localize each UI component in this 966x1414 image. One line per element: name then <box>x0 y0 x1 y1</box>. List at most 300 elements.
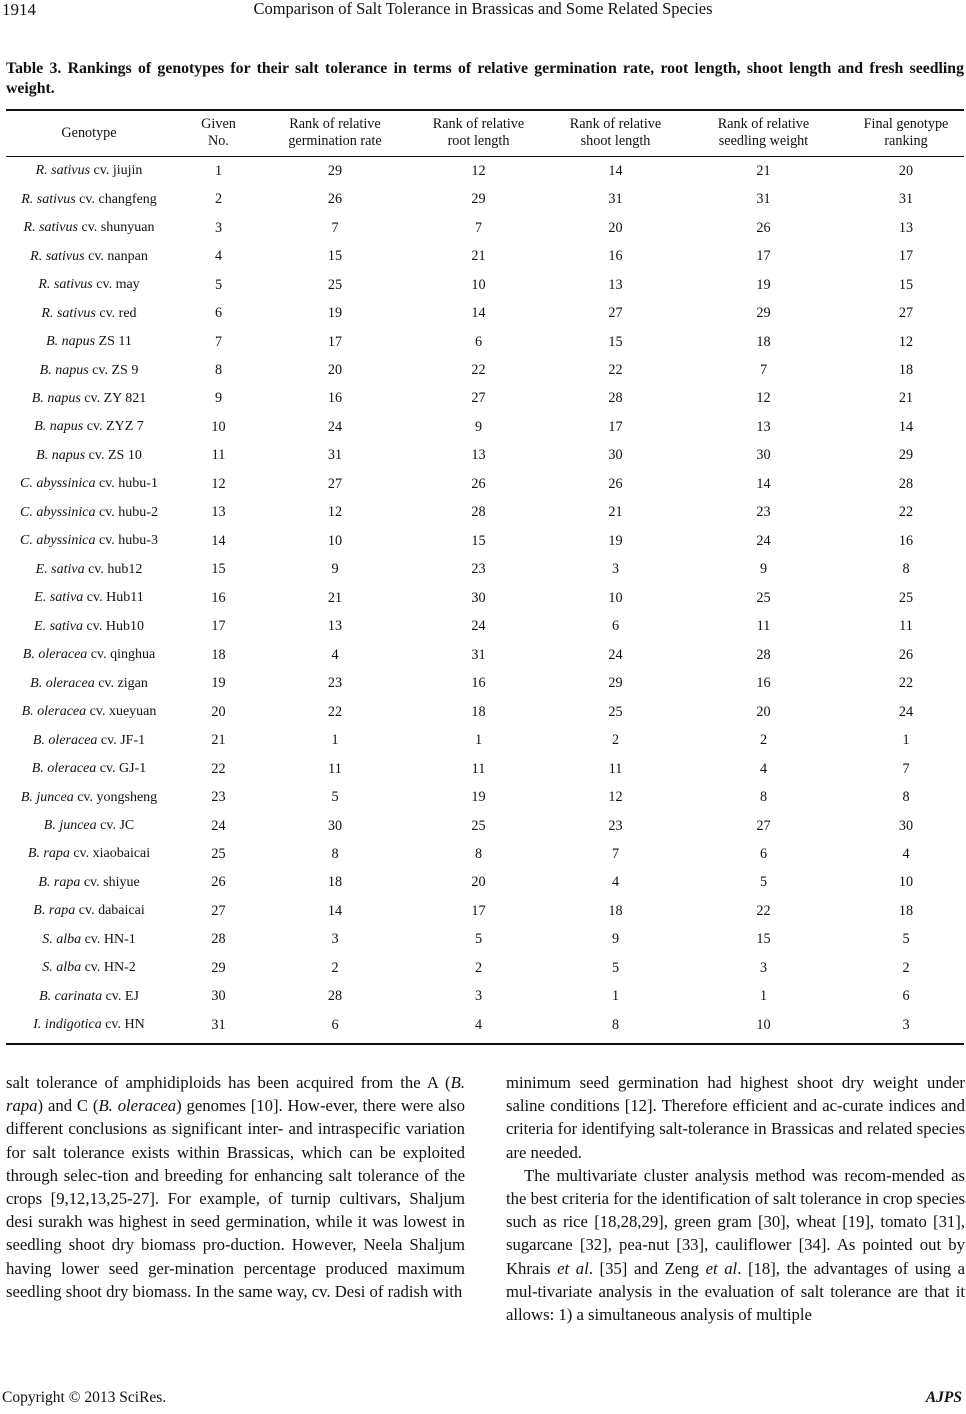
species-name: B. napus <box>36 447 86 463</box>
rank-cell: 15 <box>608 333 623 350</box>
table-row <box>6 698 964 726</box>
genotype-cell <box>6 840 172 868</box>
column-header-line: seedling weight <box>718 133 809 149</box>
cultivar-name: cv. ZS 9 <box>88 362 139 378</box>
given-no-cell: 7 <box>214 333 223 350</box>
rank-cell: 20 <box>756 703 771 720</box>
cultivar-name: cv. hubu-2 <box>95 504 158 520</box>
given-no-cell: 29 <box>211 959 226 976</box>
rank-cell: 2 <box>611 732 620 749</box>
table-row <box>6 556 964 584</box>
rank-cell: 3 <box>611 561 620 578</box>
rank-cell: 12 <box>608 789 623 806</box>
table-row <box>6 926 964 954</box>
given-no-cell: 18 <box>211 646 226 663</box>
species-name: B. oleracea <box>32 732 98 748</box>
rankings-table <box>6 110 964 1040</box>
table-row <box>6 641 964 669</box>
table-row <box>6 983 964 1011</box>
rank-cell: 31 <box>756 191 771 208</box>
rank-cell: 6 <box>902 988 910 1005</box>
rank-cell: 24 <box>898 703 914 720</box>
given-no-cell: 24 <box>211 817 226 834</box>
rank-cell: 19 <box>471 789 486 806</box>
species-name: R. sativus <box>41 305 96 321</box>
rank-cell: 22 <box>898 675 914 692</box>
rank-cell: 20 <box>608 219 623 236</box>
rank-cell: 13 <box>327 618 343 635</box>
species-name: R. sativus <box>30 248 85 264</box>
rank-cell: 19 <box>608 532 623 549</box>
genotype-cell <box>6 954 172 982</box>
rank-cell: 6 <box>759 845 768 862</box>
rank-cell: 15 <box>471 532 486 549</box>
rank-cell: 16 <box>471 675 486 692</box>
table-row <box>6 584 964 612</box>
rank-cell: 28 <box>756 646 771 663</box>
genotype-cell <box>6 328 172 356</box>
rank-cell: 17 <box>327 333 343 350</box>
rank-cell: 10 <box>608 589 623 606</box>
genotype-cell <box>6 669 172 697</box>
rank-cell: 25 <box>471 817 486 834</box>
species-name: E. sativa <box>35 561 85 577</box>
body-left-column <box>6 1071 465 1303</box>
rank-cell: 10 <box>898 874 914 891</box>
rank-cell: 4 <box>331 646 339 663</box>
column-header-line: Final genotype <box>863 116 949 132</box>
species-name: B. oleracea <box>31 761 97 777</box>
table-row <box>6 242 964 270</box>
rank-cell: 20 <box>471 874 486 891</box>
italic-text: B. rapa <box>6 1073 465 1116</box>
given-no-cell: 12 <box>211 475 226 492</box>
table-row <box>6 613 964 641</box>
rank-cell: 23 <box>471 561 486 578</box>
column-header <box>6 110 172 157</box>
species-name: R. sativus <box>35 163 91 179</box>
species-name: C. abyssinica <box>20 504 96 520</box>
rank-cell: 3 <box>759 959 768 976</box>
given-no-cell: 22 <box>211 760 226 777</box>
rank-cell: 27 <box>756 817 771 834</box>
rank-cell: 7 <box>759 362 768 379</box>
genotype-cell <box>6 242 172 270</box>
text-run: The multivariate cluster analysis method was recom-mended as the best criteria for the identification of salt tolerance in crop species such as rice [18,28,29], green gram [30], wheat [19], tomato [31], sugarcane [32], pea-nut [33], cauliflower [34]. As pointed out by Khrais <box>506 1165 965 1278</box>
cultivar-name: cv. HN-2 <box>81 960 136 976</box>
species-name: B. rapa <box>33 903 76 919</box>
genotype-cell <box>6 527 172 555</box>
rank-cell: 28 <box>608 390 623 407</box>
rank-cell: 18 <box>898 362 914 379</box>
given-no-cell: 20 <box>211 703 226 720</box>
genotype-cell <box>6 413 172 441</box>
column-header <box>265 110 405 157</box>
rank-cell: 21 <box>608 504 623 521</box>
rank-cell: 9 <box>759 561 768 578</box>
genotype-cell <box>6 926 172 954</box>
given-no-cell: 9 <box>214 390 223 407</box>
rank-cell: 11 <box>471 760 486 777</box>
italic-text: B. oleracea <box>98 1096 177 1116</box>
rank-cell: 28 <box>471 504 486 521</box>
table-row <box>6 299 964 327</box>
genotype-cell <box>6 442 172 470</box>
rank-cell: 12 <box>327 504 343 521</box>
table-row <box>6 669 964 697</box>
table-bottom-rule <box>6 1043 964 1045</box>
running-title: Comparison of Salt Tolerance in Brassicas and Some Related Species <box>253 0 713 18</box>
table-row <box>6 954 964 982</box>
rank-cell: 22 <box>608 362 623 379</box>
table-row <box>6 897 964 925</box>
rank-cell: 23 <box>608 817 623 834</box>
rank-cell: 4 <box>611 874 620 891</box>
rank-cell: 17 <box>471 902 486 919</box>
cultivar-name: cv. HN-1 <box>81 931 136 947</box>
rank-cell: 6 <box>611 618 620 635</box>
given-no-cell: 4 <box>214 248 223 265</box>
cultivar-name: cv. xiaobaicai <box>69 846 151 862</box>
rank-cell: 12 <box>471 162 486 179</box>
cultivar-name: cv. dabaicai <box>75 903 145 919</box>
rank-cell: 30 <box>608 447 623 464</box>
rank-cell: 16 <box>898 532 914 549</box>
species-name: B. napus <box>46 334 96 350</box>
genotype-cell <box>6 185 172 213</box>
rank-cell: 11 <box>899 618 913 635</box>
table-row <box>6 356 964 384</box>
genotype-cell <box>6 584 172 612</box>
species-name: E. sativa <box>34 618 84 634</box>
genotype-cell <box>6 157 172 186</box>
rank-cell: 23 <box>327 675 343 692</box>
species-name: R. sativus <box>23 220 78 236</box>
rank-cell: 28 <box>327 988 343 1005</box>
species-name: S. alba <box>42 960 82 976</box>
rank-cell: 14 <box>756 475 771 492</box>
rank-cell: 14 <box>898 418 914 435</box>
cultivar-name: cv. qinghua <box>87 647 156 663</box>
rank-cell: 21 <box>471 248 486 265</box>
given-no-cell: 25 <box>211 845 226 862</box>
table-row <box>6 840 964 868</box>
rank-cell: 18 <box>756 333 771 350</box>
rank-cell: 13 <box>608 276 623 293</box>
rank-cell: 29 <box>608 675 623 692</box>
cultivar-name: cv. shunyuan <box>77 220 155 236</box>
rank-cell: 22 <box>471 362 486 379</box>
table-row <box>6 869 964 897</box>
rank-cell: 18 <box>608 902 623 919</box>
rank-cell: 15 <box>898 276 914 293</box>
column-header <box>172 110 265 157</box>
rank-cell: 7 <box>611 845 620 862</box>
cultivar-name: cv. may <box>92 277 140 293</box>
genotype-cell <box>6 641 172 669</box>
rank-cell: 2 <box>474 959 483 976</box>
text-run: . [18], the advantages of using a mul-tivariate analysis in the evaluation of salt tolerance are that it allows: 1) a simultaneous analysis of multiple <box>506 1258 966 1325</box>
genotype-cell <box>6 897 172 925</box>
table-row <box>6 812 964 840</box>
table-header-row <box>6 110 964 157</box>
rank-cell: 12 <box>756 390 771 407</box>
table-caption: Table 3. Rankings of genotypes for their salt tolerance in terms of relative germination rate, root length, shoot length and fresh seedling weight. <box>6 60 964 97</box>
genotype-cell <box>6 698 172 726</box>
rank-cell: 18 <box>471 703 486 720</box>
given-no-cell: 11 <box>211 447 226 464</box>
table-row <box>6 726 964 754</box>
rank-cell: 9 <box>331 561 339 578</box>
column-header-line: No. <box>208 133 229 149</box>
rank-cell: 8 <box>474 845 483 862</box>
rank-cell: 30 <box>471 589 486 606</box>
rank-cell: 19 <box>327 305 343 322</box>
table-row <box>6 413 964 441</box>
rank-cell: 5 <box>331 789 339 806</box>
rank-cell: 30 <box>898 817 914 834</box>
rank-cell: 15 <box>756 931 771 948</box>
rank-cell: 3 <box>474 988 483 1005</box>
table-row <box>6 271 964 299</box>
rank-cell: 26 <box>471 475 486 492</box>
column-header-line: root length <box>447 133 510 149</box>
table-row <box>6 157 964 186</box>
rank-cell: 2 <box>331 959 339 976</box>
table-row <box>6 214 964 242</box>
table-body <box>6 157 964 1040</box>
table-row <box>6 185 964 213</box>
rank-cell: 29 <box>756 305 771 322</box>
rank-cell: 24 <box>608 646 623 663</box>
journal-footer: AJPS <box>925 1389 962 1406</box>
cultivar-name: cv. Hub11 <box>83 590 144 606</box>
given-no-cell: 13 <box>211 504 226 521</box>
cultivar-name: cv. hubu-3 <box>95 533 158 549</box>
given-no-cell: 30 <box>211 988 226 1005</box>
cultivar-name: cv. Hub10 <box>83 618 144 634</box>
table-row <box>6 755 964 783</box>
given-no-cell: 6 <box>214 305 223 322</box>
genotype-cell <box>6 869 172 897</box>
genotype-cell <box>6 613 172 641</box>
genotype-cell <box>6 1011 172 1039</box>
copyright-footer: Copyright © 2013 SciRes. <box>2 1389 167 1406</box>
rank-cell: 30 <box>756 447 771 464</box>
genotype-cell <box>6 812 172 840</box>
rank-cell: 1 <box>474 732 483 749</box>
table-row <box>6 442 964 470</box>
rank-cell: 2 <box>759 732 768 749</box>
genotype-cell <box>6 385 172 413</box>
cultivar-name: cv. xueyuan <box>86 704 157 720</box>
rank-cell: 27 <box>471 390 486 407</box>
genotype-cell <box>6 356 172 384</box>
genotype-cell <box>6 556 172 584</box>
species-name: I. indigotica <box>33 1017 102 1033</box>
rank-cell: 7 <box>331 219 339 236</box>
rank-cell: 14 <box>608 162 623 179</box>
rank-cell: 25 <box>898 589 914 606</box>
rank-cell: 18 <box>327 874 343 891</box>
species-name: B. napus <box>31 390 81 406</box>
rank-cell: 1 <box>759 988 768 1005</box>
given-no-cell: 26 <box>211 874 226 891</box>
table-row <box>6 470 964 498</box>
rank-cell: 29 <box>898 447 914 464</box>
rank-cell: 30 <box>327 817 343 834</box>
rank-cell: 9 <box>611 931 620 948</box>
given-no-cell: 17 <box>211 618 226 635</box>
rank-cell: 25 <box>756 589 771 606</box>
species-name: B. rapa <box>27 846 70 862</box>
rank-cell: 16 <box>608 248 623 265</box>
species-name: B. juncea <box>20 789 74 805</box>
rank-cell: 28 <box>898 475 914 492</box>
species-name: B. oleracea <box>30 675 95 691</box>
species-name: B. rapa <box>38 874 81 890</box>
table-row <box>6 385 964 413</box>
given-no-cell: 15 <box>211 561 226 578</box>
rank-cell: 13 <box>898 219 914 236</box>
genotype-cell <box>6 983 172 1011</box>
cultivar-name: cv. GJ-1 <box>96 761 147 777</box>
cultivar-name: ZS 11 <box>95 334 132 350</box>
rank-cell: 10 <box>327 532 343 549</box>
rank-cell: 31 <box>898 191 914 208</box>
cultivar-name: cv. JF-1 <box>97 732 146 748</box>
rank-cell: 14 <box>327 902 343 919</box>
body-right-column <box>506 1071 965 1326</box>
rank-cell: 25 <box>608 703 623 720</box>
text-run: salt tolerance of amphidiploids has been acquired from the A ( <box>6 1073 451 1092</box>
table-row <box>6 328 964 356</box>
rank-cell: 19 <box>756 276 771 293</box>
rank-cell: 10 <box>756 1016 771 1033</box>
cultivar-name: cv. changfeng <box>75 191 157 207</box>
rank-cell: 20 <box>898 162 914 179</box>
rank-cell: 11 <box>328 760 342 777</box>
rank-cell: 11 <box>608 760 623 777</box>
rank-cell: 1 <box>331 732 339 749</box>
rank-cell: 31 <box>471 646 486 663</box>
rank-cell: 22 <box>756 902 771 919</box>
column-header <box>679 110 848 157</box>
rank-cell: 5 <box>759 874 768 891</box>
given-no-cell: 8 <box>214 362 223 379</box>
rank-cell: 27 <box>327 475 343 492</box>
rank-cell: 22 <box>327 703 343 720</box>
column-header-line: Given <box>201 116 236 132</box>
text-run: . [35] and Zeng <box>588 1258 706 1278</box>
column-header <box>552 110 679 157</box>
given-no-cell: 3 <box>214 219 223 236</box>
species-name: R. sativus <box>21 191 76 207</box>
species-name: B. juncea <box>43 818 97 834</box>
text-run: ) genomes [10]. How-ever, there were also different conclusions as significant inter- and intraspecific variation for salt tolerance exists within Brassicas, which can be exploited through selec-tion and breeding for enhancing salt tolerance of the crops [9,12,13,25-27]. For example, of turnip cultivars, Shaljum desi surakh was highest in seed germination, while it was lowest in seedling shoot dry biomass pro-duction. However, Neela Shaljum having lower seed ger-mination percentage produced maximum seedling shoot dry biomass. In the same way, cv. Desi of radish with <box>6 1096 466 1301</box>
species-name: B. carinata <box>39 988 103 1004</box>
text-run: minimum seed germination had highest shoot dry weight under saline conditions [12]. Therefore efficient and ac-curate indices and criteria for identifying salt-tolerance in Brassicas and related species are needed. <box>506 1073 965 1162</box>
rank-cell: 24 <box>756 532 771 549</box>
rank-cell: 8 <box>331 845 339 862</box>
rank-cell: 8 <box>902 561 910 578</box>
column-header <box>405 110 552 157</box>
rank-cell: 5 <box>611 959 620 976</box>
italic-text: et al <box>557 1258 589 1278</box>
rank-cell: 1 <box>611 988 620 1005</box>
rank-cell: 5 <box>474 931 483 948</box>
text-run: ) and C ( <box>37 1096 99 1116</box>
given-no-cell: 5 <box>214 276 223 293</box>
page-header <box>0 0 966 22</box>
cultivar-name: cv. HN <box>101 1017 145 1033</box>
given-no-cell: 31 <box>211 1016 226 1033</box>
rank-cell: 5 <box>902 931 910 948</box>
cultivar-name: cv. hub12 <box>84 561 143 577</box>
cultivar-name: cv. shiyue <box>80 874 140 890</box>
body-paragraph <box>506 1164 965 1326</box>
rank-cell: 8 <box>611 1016 620 1033</box>
column-header-line: germination rate <box>288 133 382 149</box>
rank-cell: 7 <box>902 760 910 777</box>
rank-cell: 20 <box>327 362 343 379</box>
rank-cell: 4 <box>902 845 910 862</box>
species-name: B. napus <box>39 362 89 378</box>
rank-cell: 10 <box>471 276 486 293</box>
genotype-cell <box>6 783 172 811</box>
rank-cell: 29 <box>471 191 486 208</box>
rank-cell: 24 <box>327 418 343 435</box>
column-header-line: Rank of relative <box>432 116 525 132</box>
italic-text: et al <box>705 1258 738 1278</box>
species-name: B. napus <box>34 419 84 435</box>
rank-cell: 8 <box>902 789 910 806</box>
rank-cell: 4 <box>474 1016 483 1033</box>
rank-cell: 26 <box>898 646 914 663</box>
body-paragraph <box>6 1071 465 1303</box>
rank-cell: 17 <box>608 418 623 435</box>
given-no-cell: 28 <box>211 931 226 948</box>
species-name: B. oleracea <box>21 704 87 720</box>
rank-cell: 11 <box>756 618 771 635</box>
rank-cell: 31 <box>608 191 623 208</box>
rank-cell: 22 <box>898 504 914 521</box>
genotype-cell <box>6 726 172 754</box>
rank-cell: 7 <box>474 219 483 236</box>
rank-cell: 3 <box>902 1016 910 1033</box>
table-row <box>6 527 964 555</box>
rank-cell: 29 <box>327 162 343 179</box>
species-name: R. sativus <box>38 277 93 293</box>
rank-cell: 26 <box>756 219 771 236</box>
table-row <box>6 1011 964 1039</box>
genotype-cell <box>6 755 172 783</box>
rank-cell: 21 <box>756 162 771 179</box>
rank-cell: 26 <box>327 191 343 208</box>
species-name: C. abyssinica <box>20 533 96 549</box>
rank-cell: 6 <box>331 1016 339 1033</box>
species-name: S. alba <box>42 931 82 947</box>
cultivar-name: cv. nanpan <box>84 248 148 264</box>
given-no-cell: 27 <box>211 902 226 919</box>
given-no-cell: 23 <box>211 789 226 806</box>
rank-cell: 25 <box>327 276 343 293</box>
page-number: 1914 <box>2 0 36 19</box>
rank-cell: 16 <box>756 675 771 692</box>
given-no-cell: 14 <box>211 532 226 549</box>
cultivar-name: cv. ZY 821 <box>80 390 147 406</box>
genotype-cell <box>6 214 172 242</box>
